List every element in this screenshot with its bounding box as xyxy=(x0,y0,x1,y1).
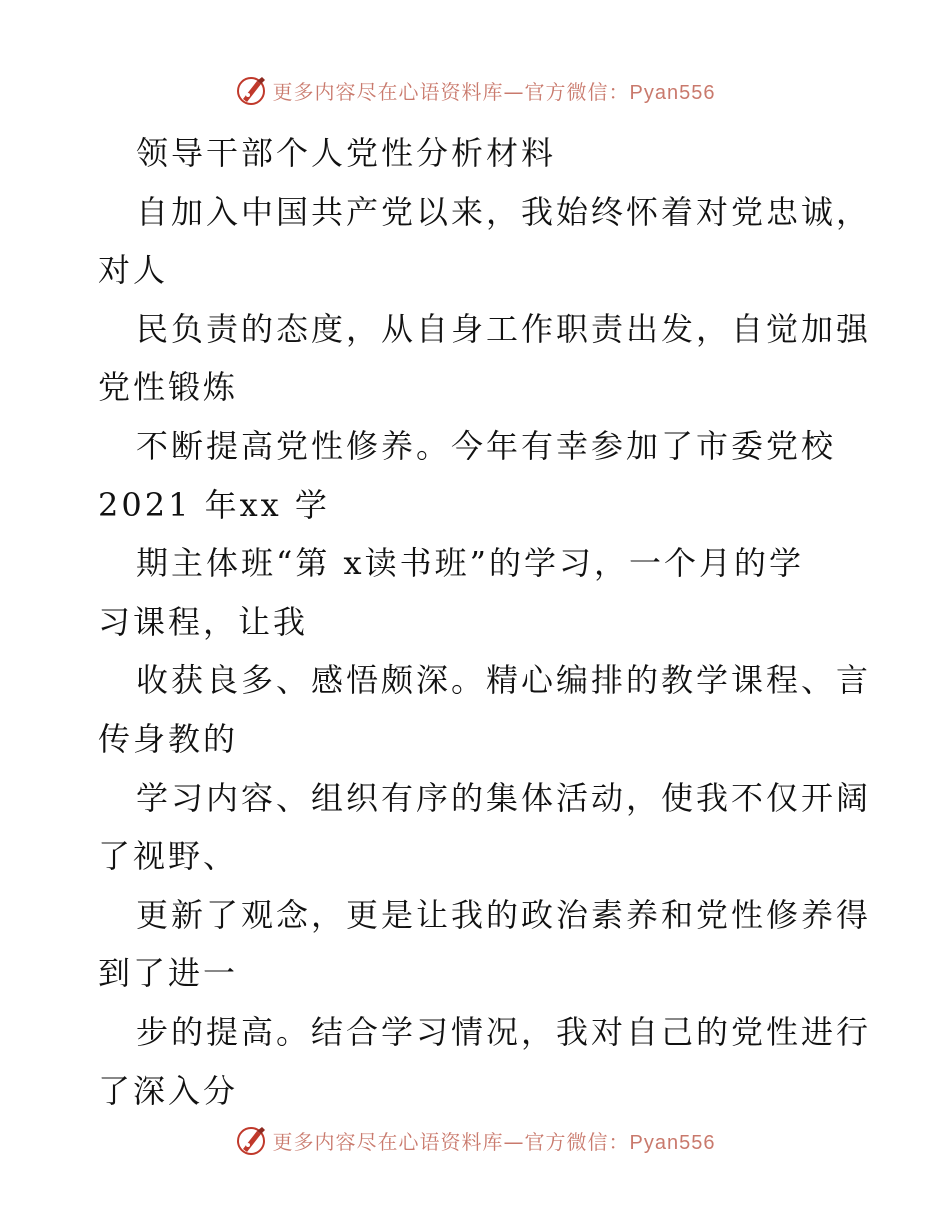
header-watermark xyxy=(0,70,950,110)
text-line: 更新了观念，更是让我的政治素养和党性修养得 xyxy=(136,895,872,934)
text-line: 民负责的态度，从自身工作职责出发，自觉加强 xyxy=(136,309,872,348)
text-line: 2021 年xx 学 xyxy=(98,485,330,524)
document-body xyxy=(98,124,872,1120)
watermark-id: Pyan556 xyxy=(629,81,716,104)
watermark-text: 更多内容尽在心语资料库—官方微信： xyxy=(272,1129,630,1154)
text-line: 到了进一 xyxy=(98,954,239,993)
text-line: 收获良多、感悟颇深。精心编排的教学课程、言 xyxy=(136,661,872,700)
text-line: 自加入中国共产党以来，我始终怀着对党忠诚， xyxy=(136,192,872,231)
text-line: 不断提高党性修养。今年有幸参加了市委党校 xyxy=(136,426,837,465)
watermark-id: Pyan556 xyxy=(629,1131,716,1154)
text-line: 党性锻炼 xyxy=(98,368,239,407)
text-line: 习课程，让我 xyxy=(98,602,309,641)
footer-watermark xyxy=(0,1120,950,1160)
pen-logo-icon xyxy=(235,1123,269,1157)
text-line: 了深入分 xyxy=(98,1071,239,1110)
text-line: 了视野、 xyxy=(98,837,239,876)
text-line: 领导干部个人党性分析材料 xyxy=(136,134,557,172)
text-line: 期主体班“第 x读书班”的学习，一个月的学 xyxy=(136,544,804,583)
text-line: 步的提高。结合学习情况，我对自己的党性进行 xyxy=(136,1012,872,1051)
watermark-text: 更多内容尽在心语资料库—官方微信： xyxy=(272,79,630,104)
text-line: 对人 xyxy=(98,251,169,290)
text-line: 传身教的 xyxy=(98,719,239,758)
text-line: 学习内容、组织有序的集体活动，使我不仅开阔 xyxy=(136,778,872,817)
pen-logo-icon xyxy=(235,73,269,107)
